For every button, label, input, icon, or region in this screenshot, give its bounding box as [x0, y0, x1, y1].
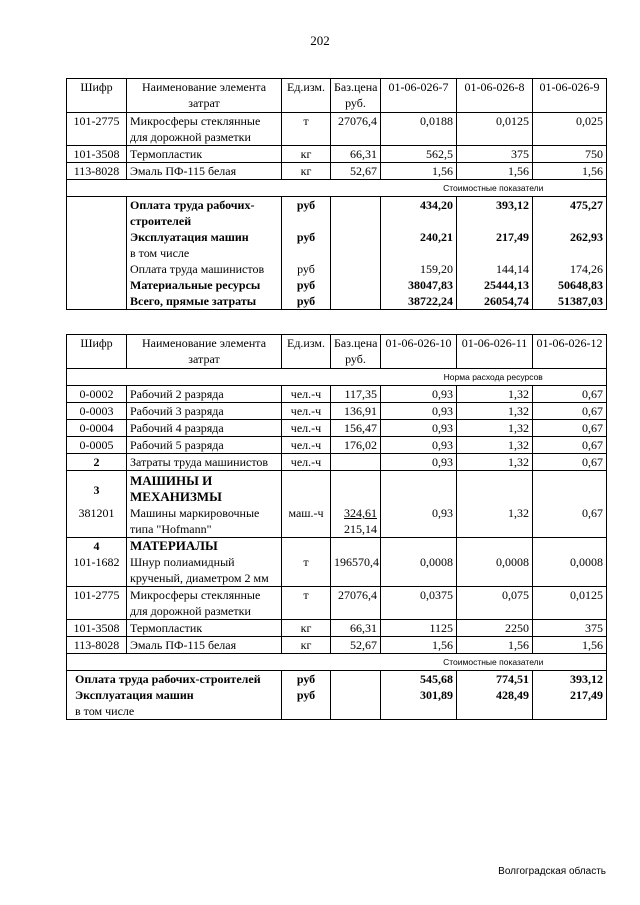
cost-value: 434,20: [381, 197, 457, 230]
row-name: Рабочий 4 разряда: [127, 420, 282, 437]
cost-row: [67, 687, 607, 720]
table-row: [67, 554, 607, 587]
cost-name-text: Эксплуатация машин: [75, 688, 194, 702]
cost-unit: руб: [282, 687, 331, 720]
row-value: 562,5: [381, 146, 457, 163]
row-value: 0,0125: [533, 587, 607, 620]
row-value: 1,32: [457, 505, 533, 538]
table-row: [67, 620, 607, 637]
row-code: 0-0005: [67, 437, 127, 454]
row-value: 0,67: [533, 437, 607, 454]
row-value: 0,93: [381, 437, 457, 454]
row-value: 0,025: [533, 113, 607, 146]
row-unit: т: [282, 113, 331, 146]
row-name: Микросферы стеклянные для дорожной разметки: [127, 113, 282, 146]
row-unit: т: [282, 587, 331, 620]
row-code: 101-3508: [67, 620, 127, 637]
row-value: 375: [533, 620, 607, 637]
cost-row: [67, 229, 607, 261]
row-unit: чел.-ч: [282, 403, 331, 420]
row-name: Шнур полиамидный крученый, диаметром 2 мм: [127, 554, 282, 587]
row-name: Микросферы стеклянные для дорожной разметки: [127, 587, 282, 620]
row-value: 1,32: [457, 386, 533, 403]
cost-name: [67, 687, 282, 720]
section-title: МАШИНЫ И МЕХАНИЗМЫ: [127, 471, 282, 506]
cost-value: 262,93: [533, 229, 607, 261]
row-value: 375: [457, 146, 533, 163]
row-code: 0-0003: [67, 403, 127, 420]
row-unit: кг: [282, 163, 331, 180]
col-header-norm: 01-06-026-8: [457, 79, 533, 113]
resource-table-1: [66, 78, 607, 310]
row-value: 1,32: [457, 403, 533, 420]
cost-unit: руб: [282, 293, 331, 310]
row-code: 0-0004: [67, 420, 127, 437]
table-row: [67, 505, 607, 538]
table-row: [67, 454, 607, 471]
row-value: 0,67: [533, 505, 607, 538]
cost-value: 393,12: [533, 671, 607, 688]
cost-value: 428,49: [457, 687, 533, 720]
row-value: 0,075: [457, 587, 533, 620]
section-code: 4: [67, 538, 127, 555]
cost-value: 144,14: [457, 261, 533, 277]
col-header-price: Баз.цена руб.: [331, 335, 381, 369]
row-price: 196570,4: [331, 554, 381, 587]
row-name: Рабочий 3 разряда: [127, 403, 282, 420]
row-code: 101-3508: [67, 146, 127, 163]
row-price: [331, 505, 381, 538]
cost-unit: руб: [282, 229, 331, 261]
row-unit: т: [282, 554, 331, 587]
cost-name: Оплата труда рабочих-строителей: [67, 671, 282, 688]
row-unit: кг: [282, 146, 331, 163]
page-number: 202: [310, 33, 330, 48]
row-value: 0,67: [533, 454, 607, 471]
row-price: 176,02: [331, 437, 381, 454]
row-price: 66,31: [331, 620, 381, 637]
row-value: 1125: [381, 620, 457, 637]
row-code: 101-2775: [67, 113, 127, 146]
resource-table-2: [66, 334, 607, 720]
row-value: 1,56: [457, 163, 533, 180]
section-row: [67, 538, 607, 555]
row-code: 381201: [67, 505, 127, 538]
cost-value: 240,21: [381, 229, 457, 261]
cost-name-text: Эксплуатация машин: [130, 230, 249, 244]
row-unit: чел.-ч: [282, 386, 331, 403]
table-row: [67, 637, 607, 654]
row-value: 0,0375: [381, 587, 457, 620]
row-code: 113-8028: [67, 163, 127, 180]
col-header-unit: Ед.изм.: [282, 335, 331, 369]
cost-row: [67, 277, 607, 293]
row-value: 0,0008: [533, 554, 607, 587]
row-price: 27076,4: [331, 587, 381, 620]
cost-value: 159,20: [381, 261, 457, 277]
col-header-norm: 01-06-026-10: [381, 335, 457, 369]
cost-row: [67, 197, 607, 230]
row-code: 2: [67, 454, 127, 471]
table-row: [67, 437, 607, 454]
cost-row: [67, 671, 607, 688]
cost-value: 51387,03: [533, 293, 607, 310]
cost-indicators-label: Стоимостные показатели: [381, 180, 607, 197]
row-unit: кг: [282, 620, 331, 637]
row-name: Эмаль ПФ-115 белая: [127, 637, 282, 654]
cost-name: Материальные ресурсы: [127, 277, 282, 293]
table-row: [67, 420, 607, 437]
table-row: [67, 146, 607, 163]
row-value: 0,67: [533, 386, 607, 403]
col-header-norm: 01-06-026-11: [457, 335, 533, 369]
row-value: 2250: [457, 620, 533, 637]
cost-value: 301,89: [381, 687, 457, 720]
row-price: 66,31: [331, 146, 381, 163]
row-value: 1,32: [457, 420, 533, 437]
cost-value: 217,49: [457, 229, 533, 261]
cost-value: 217,49: [533, 687, 607, 720]
row-value: 0,0125: [457, 113, 533, 146]
row-value: 1,56: [533, 637, 607, 654]
row-code: 113-8028: [67, 637, 127, 654]
section-title: МАТЕРИАЛЫ: [127, 538, 282, 555]
row-value: 1,56: [457, 637, 533, 654]
row-value: 1,32: [457, 454, 533, 471]
section-row: [67, 471, 607, 506]
row-name: Рабочий 5 разряда: [127, 437, 282, 454]
col-header-name: Наименование элемента затрат: [127, 335, 282, 369]
price-primary: 324,61: [344, 506, 377, 520]
cost-unit: руб: [282, 197, 331, 230]
cost-value: 50648,83: [533, 277, 607, 293]
cost-name: [127, 229, 282, 261]
cost-value: 38047,83: [381, 277, 457, 293]
row-value: 0,93: [381, 386, 457, 403]
resource-norm-label: Норма расхода ресурсов: [381, 369, 607, 386]
row-price: 52,67: [331, 163, 381, 180]
table-row: [67, 113, 607, 146]
row-unit: чел.-ч: [282, 437, 331, 454]
col-header-code: Шифр: [67, 79, 127, 113]
row-value: 0,67: [533, 403, 607, 420]
row-name: Термопластик: [127, 146, 282, 163]
row-value: 0,93: [381, 403, 457, 420]
row-code: 0-0002: [67, 386, 127, 403]
cost-value: 393,12: [457, 197, 533, 230]
row-unit: чел.-ч: [282, 454, 331, 471]
row-value: 0,93: [381, 454, 457, 471]
cost-subtext: в том числе: [75, 704, 135, 718]
row-value: 1,56: [381, 637, 457, 654]
row-value: 0,67: [533, 420, 607, 437]
col-header-norm: 01-06-026-7: [381, 79, 457, 113]
table-row: [67, 163, 607, 180]
col-header-norm: 01-06-026-9: [533, 79, 607, 113]
cost-subtext: в том числе: [130, 246, 190, 260]
row-value: 0,0188: [381, 113, 457, 146]
table-header-row: [67, 79, 607, 113]
row-unit: маш.-ч: [282, 505, 331, 538]
row-price: 156,47: [331, 420, 381, 437]
row-unit: кг: [282, 637, 331, 654]
row-name: Рабочий 2 разряда: [127, 386, 282, 403]
row-name: Эмаль ПФ-115 белая: [127, 163, 282, 180]
row-value: 1,32: [457, 437, 533, 454]
cost-name: Оплата труда машинистов: [127, 261, 282, 277]
row-value: 0,93: [381, 505, 457, 538]
row-price: 27076,4: [331, 113, 381, 146]
cost-value: 174,26: [533, 261, 607, 277]
section-code: 3: [67, 471, 127, 506]
row-price: 136,91: [331, 403, 381, 420]
row-value: 0,0008: [457, 554, 533, 587]
cost-name: Всего, прямые затраты: [127, 293, 282, 310]
table-header-row: [67, 335, 607, 369]
row-price: 117,35: [331, 386, 381, 403]
cost-value: 475,27: [533, 197, 607, 230]
cost-value: 25444,13: [457, 277, 533, 293]
cost-name: Оплата труда рабочих-строителей: [127, 197, 282, 230]
row-value: 0,0008: [381, 554, 457, 587]
col-header-name: Наименование элемента затрат: [127, 79, 282, 113]
cost-value: 38722,24: [381, 293, 457, 310]
section-label-row: [67, 369, 607, 386]
table-row: [67, 403, 607, 420]
col-header-price: Баз.цена руб.: [331, 79, 381, 113]
row-value: 1,56: [533, 163, 607, 180]
row-value: 1,56: [381, 163, 457, 180]
row-code: 101-2775: [67, 587, 127, 620]
cost-value: 774,51: [457, 671, 533, 688]
price-secondary: 215,14: [344, 522, 377, 536]
cost-unit: руб: [282, 277, 331, 293]
section-label-row: [67, 180, 607, 197]
table-row: [67, 386, 607, 403]
cost-row: [67, 261, 607, 277]
col-header-unit: Ед.изм.: [282, 79, 331, 113]
row-price: 52,67: [331, 637, 381, 654]
row-name: Машины маркировочные типа "Hofmann": [127, 505, 282, 538]
cost-unit: руб: [282, 261, 331, 277]
section-label-row: [67, 654, 607, 671]
cost-indicators-label: Стоимостные показатели: [381, 654, 607, 671]
row-value: 0,93: [381, 420, 457, 437]
row-code: 101-1682: [67, 554, 127, 587]
cost-unit: руб: [282, 671, 331, 688]
row-name: Термопластик: [127, 620, 282, 637]
region-footer: Волгоградская область: [498, 866, 606, 877]
col-header-norm: 01-06-026-12: [533, 335, 607, 369]
col-header-code: Шифр: [67, 335, 127, 369]
row-value: 750: [533, 146, 607, 163]
cost-value: 26054,74: [457, 293, 533, 310]
table-row: [67, 587, 607, 620]
cost-value: 545,68: [381, 671, 457, 688]
row-unit: чел.-ч: [282, 420, 331, 437]
cost-row: [67, 293, 607, 310]
row-name: Затраты труда машинистов: [127, 454, 282, 471]
